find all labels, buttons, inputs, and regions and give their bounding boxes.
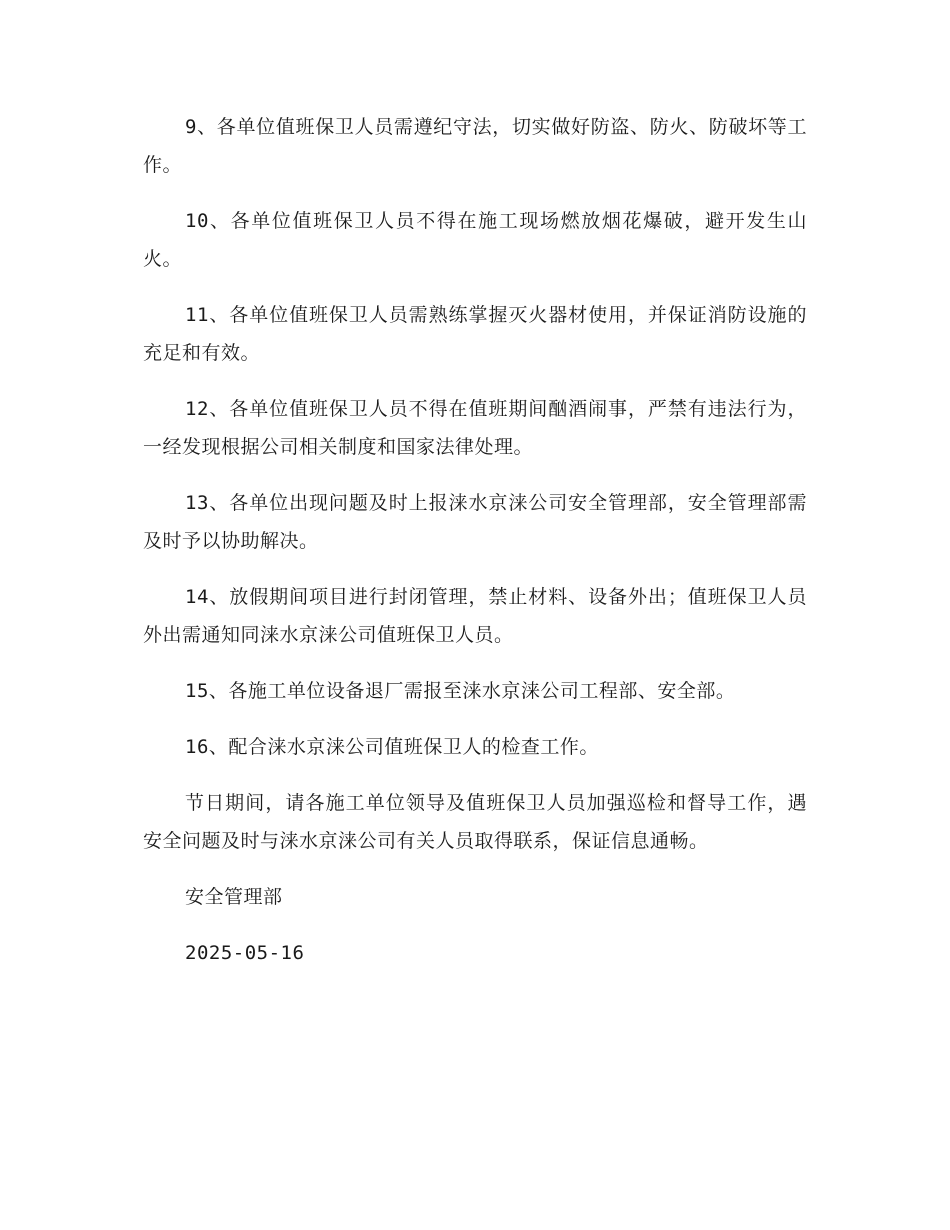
issuing-department: 安全管理部 <box>185 886 283 908</box>
closing-paragraph: 节日期间，请各施工单位领导及值班保卫人员加强巡检和督导工作，遇安全问题及时与涞水京涞公司有关人员取得联系，保证信息通畅。 <box>143 792 807 852</box>
rule-item-14: 14、放假期间项目进行封闭管理，禁止材料、设备外出；值班保卫人员外出需通知同涞水京涞公司值班保卫人员。 <box>143 586 807 646</box>
rule-item-11: 11、各单位值班保卫人员需熟练掌握灭火器材使用，并保证消防设施的充足和有效。 <box>143 304 807 364</box>
rule-item-15: 15、各施工单位设备退厂需报至涞水京涞公司工程部、安全部。 <box>185 680 736 702</box>
rule-item-13: 13、各单位出现问题及时上报涞水京涞公司安全管理部，安全管理部需及时予以协助解决。 <box>143 492 807 552</box>
rule-item-9: 9、各单位值班保卫人员需遵纪守法，切实做好防盗、防火、防破坏等工作。 <box>143 116 807 176</box>
rule-item-10: 10、各单位值班保卫人员不得在施工现场燃放烟花爆破，避开发生山火。 <box>143 210 807 270</box>
document-body <box>143 108 807 990</box>
issue-date: 2025-05-16 <box>185 942 305 964</box>
rule-item-12: 12、各单位值班保卫人员不得在值班期间酗酒闹事，严禁有违法行为，一经发现根据公司相关制度和国家法律处理。 <box>143 398 807 458</box>
rule-item-16: 16、配合涞水京涞公司值班保卫人的检查工作。 <box>185 736 599 758</box>
